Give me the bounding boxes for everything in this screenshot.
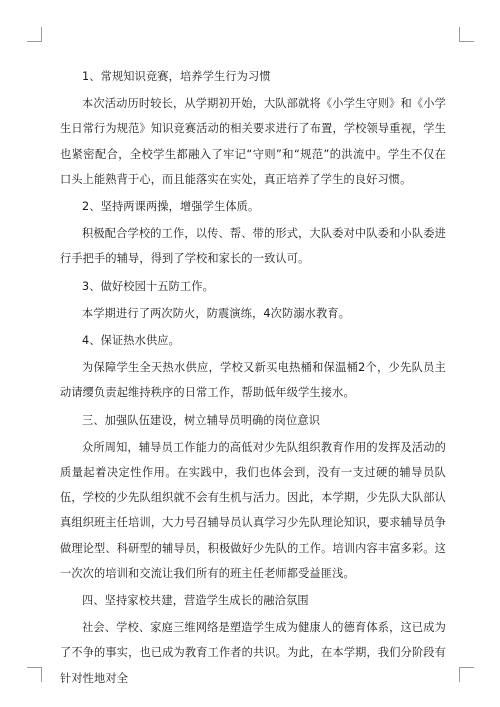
paragraph-three-dimensional-network: 社会、学校、家庭三维网络是塑造学生成为健康人的德育体系，这已成为了不争的事实，也已成为教育工作者的共识。为此，在本学期，我们分阶段有针对性地对全 (60, 621, 446, 685)
crop-mark-top-right (459, 27, 474, 42)
heading-two-lessons-two-exercises: 2、坚持两课两操，增强学生体质。 (82, 200, 260, 214)
paragraph-peer-tutoring: 积极配合学校的工作，以传、帮、带的形式，大队委对中队委和小队委进行手把手的辅导，得到了学校和家长的一致认可。 (60, 227, 446, 266)
paragraph-hot-water-details: 为保障学生全天热水供应，学校又新买电热桶和保温桶2个，少先队员主动请缨负责起维持秩序的日常工作，帮助低年级学生接水。 (60, 361, 446, 400)
crop-mark-bottom-right (459, 667, 474, 682)
heading-team-building: 三、加强队伍建设，树立辅导员明确的岗位意识 (82, 413, 321, 427)
heading-campus-safety: 3、做好校园十五防工作。 (82, 279, 214, 293)
heading-hot-water-supply: 4、保证热水供应。 (82, 334, 180, 348)
crop-mark-bottom-left (27, 667, 42, 682)
paragraph-contest-details: 本次活动历时较长，从学期初开始，大队部就将《小学生守则》和《小学生日常行为规范》知识竞赛活动的相关要求进行了布置，学校领导重视，学生也紧密配合，全校学生都融入了牢记“守则”和“规范”的洪流中。学生不仅在口头上能熟背于心，而且能落实在实处，真正培养了学生的良好习惯。 (60, 97, 446, 186)
paragraph-counselor-training: 众所周知，辅导员工作能力的高低对少先队组织教育作用的发挥及活动的质量起着决定性作用。在实践中，我们也体会到，没有一支过硬的辅导员队伍，学校的少先队组织就不会有生机与活力。因此，本学期，少先队大队部认真组织班主任培训，大力号召辅导员认真学习少先队理论知识，要求辅导员争做理论型、科研型的辅导员，积极做好少先队的工作。培训内容丰富多彩。这一次次的培训和交流让我们所有的班主任老师都受益匪浅。 (60, 440, 446, 580)
heading-routine-knowledge-contest: 1、常规知识竞赛，培养学生行为习惯 (82, 70, 271, 83)
crop-mark-top-left (27, 27, 42, 42)
heading-home-school-cooperation: 四、坚持家校共建，营造学生成长的融洽氛围 (82, 594, 309, 608)
document-body (60, 64, 446, 691)
paragraph-safety-drills: 本学期进行了两次防火，防震演练，4次防溺水教育。 (82, 306, 351, 320)
